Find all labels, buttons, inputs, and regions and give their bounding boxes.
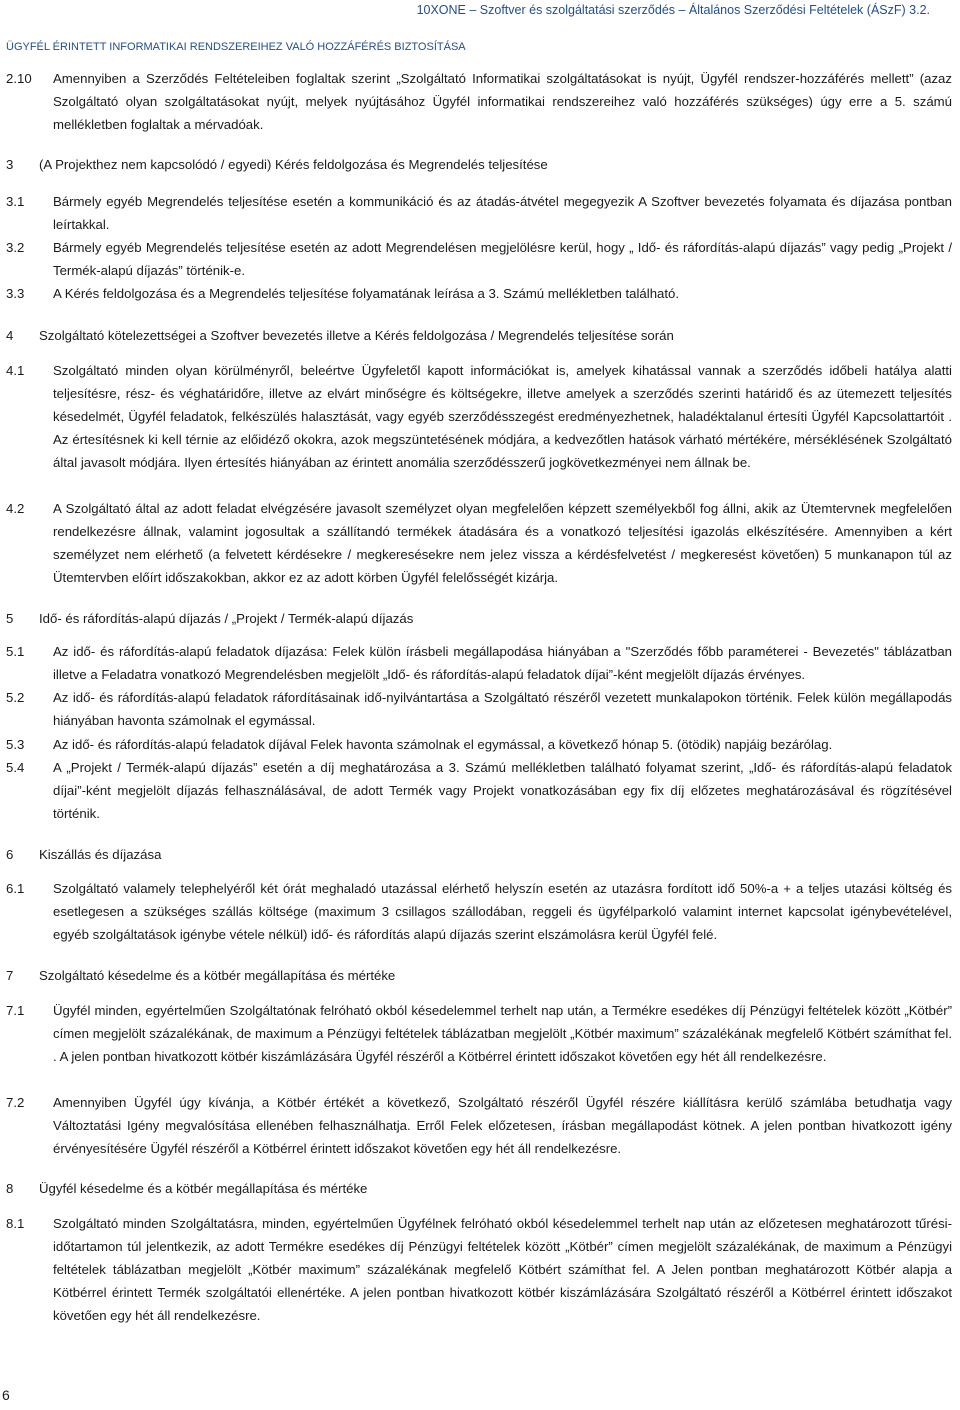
clause-text: Az idő- és ráfordítás-alapú feladatok díjazása: Felek külön írásbeli megállapodása hiányában a "Szerződés főbb paraméterei - Bevezetés" táblázatban illetve a Feladatra vonatkozó Megrendelésben megjelölt „Idő- és ráfordítás-alapú feladatok díjai”-ként megjelölt díjazás érvényes. (53, 644, 952, 682)
clause-text: Amennyiben Ügyfél úgy kívánja, a Kötbér értékét a következő, Szolgáltató részéről Ügyfél részére kiállításra kerülő számlába betudhatja vagy Változtatási Igény megvalósítása ellenében felhasználhatja. Erről Felek előzetesen, írásban megállapodást kötnek. A jelen pontban hivatkozott igény érvényesítésére Ügyfél részéről a Kötbérrel érintett időszakot követően egy hét áll rendelkezésre. (53, 1095, 952, 1156)
clause-6-1 (6, 877, 952, 946)
section-number: 6 (6, 847, 14, 862)
clause-number: 5.2 (6, 690, 25, 705)
clause-number: 4.2 (6, 501, 25, 516)
section-heading-6 (6, 843, 952, 866)
clause-5-1 (6, 640, 952, 686)
section-heading-7 (6, 964, 952, 987)
clause-4-1 (6, 359, 952, 474)
clause-text: Amennyiben a Szerződés Feltételeiben foglaltak szerint „Szolgáltató Informatikai szolgáltatásokat is nyújt, Ügyfél rendszer-hozzáférés mellett” (azaz Szolgáltató olyan szolgáltatásokat nyújt, melyek nyújtásához Ügyfél informatikai rendszereihez való hozzáférés szükséges) úgy erre a 5. számú mellékletben foglaltak a mérvadóak. (53, 71, 952, 132)
section-title: Idő- és ráfordítás-alapú díjazás / „Projekt / Termék-alapú díjazás (39, 611, 414, 626)
clause-3-3 (6, 282, 952, 305)
section-number: 4 (6, 328, 14, 343)
clause-number: 4.1 (6, 363, 25, 378)
clause-number: 7.1 (6, 1003, 25, 1018)
section-title: Ügyfél késedelme és a kötbér megállapítása és mértéke (39, 1181, 368, 1196)
clause-number: 6.1 (6, 881, 25, 896)
section-heading-5 (6, 607, 952, 630)
clause-text: Az idő- és ráfordítás-alapú feladatok díjával Felek havonta számolnak el egymással, a következő hónap 5. (ötödik) napjáig bezárólag. (53, 737, 833, 752)
clause-8-1 (6, 1212, 952, 1327)
section-title: Szolgáltató késedelme és a kötbér megállapítása és mértéke (39, 968, 396, 983)
clause-number: 2.10 (6, 71, 32, 86)
clause-number: 3.3 (6, 286, 25, 301)
section-title: Szolgáltató kötelezettségei a Szoftver bevezetés illetve a Kérés feldolgozása / Megrendelés teljesítése során (39, 328, 674, 343)
clause-text: A Szolgáltató által az adott feladat elvégzésére javasolt személyzet olyan megfelelően képzett személyekből fog állni, akik az Ütemtervnek megfelelően rendelkezésre állnak, valamint jogosultak a szállítandó termékek átadására és a vonatkozó teljesítési igazolás elkészítésére. Amennyiben a kért személyzet nem elérhető (a felvetett kérdésekre / megkeresésekre nem jelez vissza a kérdésfelvetést / megkeresést követően) 5 munkanapon túl az Ütemtervben előírt időszakokban, akkor ez az adott körben Ügyfél felelősségét kizárja. (53, 501, 952, 585)
clause-text: Szolgáltató valamely telephelyéről két órát meghaladó utazással elérhető helyszín esetén az utazásra fordított idő 50%-a + a teljes utazási költség és esetlegesen a szükséges szállás költsége (maximum 3 csillagos szállodában, reggeli és ügyfélparkoló valamint internet kapcsolat igénybevételével, egyéb szolgáltatások igénybe vétele nélkül) idő- és ráfordítás alapú díjazás szerint elszámolásra kerül Ügyfél felé. (53, 881, 952, 942)
clause-number: 7.2 (6, 1095, 25, 1110)
clause-7-1 (6, 999, 952, 1068)
clause-text: Bármely egyéb Megrendelés teljesítése esetén az adott Megrendelésen megjelölésre kerül, hogy „ Idő- és ráfordítás-alapú díjazás” vagy pedig „Projekt / Termék-alapú díjazás” történik-e. (53, 240, 952, 278)
section-number: 7 (6, 968, 14, 983)
section-heading-8 (6, 1177, 952, 1200)
clause-text: Szolgáltató minden olyan körülményről, beleértve Ügyfeletől kapott információkat is, amelyek kihatással vannak a szerződés időbeli hatálya alatti teljesítésre, rész- és véghatáridőre, illetve az elvárt minőségre és költségekre, illetve amelyek a szerződés szerinti határidő és az ütemezett teljesítés késedelmét, Ügyfél feladatok, felkészülés halasztását, vagy egyéb szerződésszegést eredményezhetnek, haladéktalanul értesíti Ügyfél Kapcsolattartóit . Az értesítésnek ki kell térnie az előidéző okokra, azok megszüntetésének módjára, a kedvezőtlen hatások várható mértékére, mérséklésének Szolgáltató által javasolt módjára. Ilyen értesítés hiányában az érintett anomália szerződésszerű jogkövetkezményei nem állnak be. (53, 363, 952, 470)
clause-text: A Kérés feldolgozása és a Megrendelés teljesítése folyamatának leírása a 3. Számú mellékletben található. (53, 286, 680, 301)
clause-number: 5.3 (6, 737, 25, 752)
clause-number: 8.1 (6, 1216, 25, 1231)
section-subheading: ÜGYFÉL ÉRINTETT INFORMATIKAI RENDSZEREIHEZ VALÓ HOZZÁFÉRÉS BIZTOSÍTÁSA (6, 41, 466, 53)
clause-7-2 (6, 1091, 952, 1160)
clause-5-2 (6, 686, 952, 732)
section-heading-3 (6, 153, 952, 176)
section-title: Kiszállás és díjazása (39, 847, 162, 862)
clause-number: 5.4 (6, 760, 25, 775)
page-number: 6 (2, 1387, 10, 1403)
section-title: (A Projekthez nem kapcsolódó / egyedi) Kérés feldolgozása és Megrendelés teljesítése (39, 157, 548, 172)
clause-3-1 (6, 190, 952, 236)
clause-text: A „Projekt / Termék-alapú díjazás” esetén a díj meghatározása a 3. Számú mellékletben található folyamat szerint, „Idő- és ráfordítás-alapú feladatok díjai”-ként megjelölt díjazás felhasználásával, de adott Termék vagy Projekt vonatkozásában egy fix díj előzetes meghatározásával és rögzítésével történik. (53, 760, 952, 821)
clause-text: Az idő- és ráfordítás-alapú feladatok ráfordításainak idő-nyilvántartása a Szolgáltató részéről vezetett munkalapokon történik. Felek külön megállapodás hiányában havonta számolnak el egymással. (53, 690, 952, 728)
clause-3-2 (6, 236, 952, 282)
clause-number: 5.1 (6, 644, 25, 659)
section-heading-4 (6, 324, 952, 347)
section-number: 5 (6, 611, 14, 626)
clause-2-10 (6, 67, 952, 136)
clause-text: Bármely egyéb Megrendelés teljesítése esetén a kommunikáció és az átadás-átvétel megegyezik A Szoftver bevezetés folyamata és díjazása pontban leírtakkal. (53, 194, 952, 232)
clause-text: Szolgáltató minden Szolgáltatásra, minden, egyértelműen Ügyfélnek felróható okból késedelemmel terhelt nap után az előzetesen meghatározott tűrési-időtartamon túl jelentkezik, az adott Termékre esedékes díj Pénzügyi feltételek között „Kötbér” címen megjelölt százalékának, de maximum a Pénzügyi feltételek táblázatban megjelölt „Kötbér maximum” százalékának megfelelő Kötbért számíthat fel. A Jelen pontban meghatározott Kötbér alapja a Kötbérrel érintett Termék szolgáltatói ellenértéke. A jelen pontban hivatkozott kötbér kiszámlázására Szolgáltató részéről a Kötbérrel érintett időszakot követően egy hét áll rendelkezésre. (53, 1216, 952, 1323)
clause-number: 3.2 (6, 240, 25, 255)
section-number: 8 (6, 1181, 14, 1196)
clause-5-4 (6, 756, 952, 825)
section-number: 3 (6, 157, 14, 172)
clause-5-3 (6, 733, 952, 756)
clause-text: Ügyfél minden, egyértelműen Szolgáltatónak felróható okból késedelemmel terhelt nap után, a Termékre esedékes díj Pénzügyi feltételek között „Kötbér” címen megjelölt százalékának, de maximum a Pénzügyi feltételek táblázatban megjelölt „Kötbér maximum” százalékának megfelelő Kötbért számíthat fel. . A jelen pontban hivatkozott kötbér kiszámlázására Ügyfél részéről a Kötbérrel érintett időszakot követően egy hét áll rendelkezésre. (53, 1003, 952, 1064)
clause-4-2 (6, 497, 952, 589)
document-header-title: 10XONE – Szoftver és szolgáltatási szerződés – Általános Szerződési Feltételek (ÁSzF) 3.2. (416, 3, 930, 17)
clause-number: 3.1 (6, 194, 25, 209)
